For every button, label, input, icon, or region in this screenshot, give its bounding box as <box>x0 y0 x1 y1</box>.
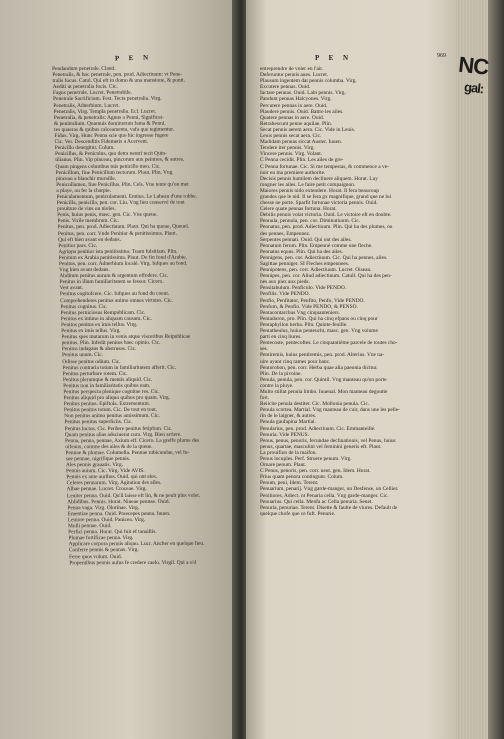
text-line: rongner les ailes. Le faire petit compaignon. <box>260 181 356 188</box>
text-line: pinceau a blanchir muraille. <box>55 175 117 182</box>
text-line: Penitus penitus. Epiftola. Extrementum. <box>63 401 151 408</box>
text-line: Fidus. Virg. Hunc Penna scie quo hic ingresse fugere <box>54 132 169 140</box>
text-line: Penna vaga. Virg. Olorinae. Virg. <box>67 504 140 511</box>
text-line: Plausum ingentem dat pennis columba. Virg. <box>260 78 357 85</box>
text-line: Maiores pennis nido extendere. Horat. Il fera beaucoup <box>260 187 379 194</box>
text-line: Pentatheulus, huius penteucht, masc. gen. Vng volume <box>260 328 378 335</box>
text-line: Penitus in illum familiaritatem se fessor. Cicero. <box>59 279 164 286</box>
text-line: Penitus plerumque & mentis aliquid. Cic. <box>62 376 153 383</box>
text-line: Penitus, pen. corr. Vnde Penitior & penitissimus. Plaut. <box>57 230 177 237</box>
text-line: oifeaux, comme des ailes & de la queue. <box>65 443 153 450</box>
text-line: tralis focus. Catul. Qui eft in domo & una mansione, & ponit. <box>52 77 186 85</box>
text-line: Perfici penna. Horat. Qui fuit ef tanaillis. <box>68 529 157 536</box>
text-line: sue pennae, nigrifique pennis. <box>65 455 131 463</box>
text-line: prouiture de vins ou nioles. <box>56 206 116 213</box>
text-line: Pentiremis, huius pentiremis, pen. prod. Alterius. Vne na- <box>260 352 385 359</box>
text-line: Penfum, & Penfio. Vide PENDO, & PENSO. <box>260 303 358 310</box>
text-line: Penula gaufapina Martial. <box>260 419 316 426</box>
text-line: Penitus, pen. corr. Adnerbium localé. Virg. Iufques au fond. <box>58 260 188 268</box>
text-line: Pennula, pennula, pen. cor. Diminutiuum. Cic. <box>260 218 361 225</box>
text-line: nes aux piez aux pieds. <box>260 279 310 286</box>
text-line: Iactare pennas. Ouid. Labi pennis. Virg. <box>260 90 346 97</box>
text-line: Fagus penetrale. Lucret. Penetrabile. <box>52 90 133 97</box>
text-line: Penetralis, & hoc penetrale, pen. prod. Adiectiuum: vt Pene- <box>52 71 183 79</box>
text-line: Penitus luctus. Cic. Perdere penitus fetipfum. Cic. <box>64 425 173 432</box>
text-line: Pentecoste, pentecoftes. Le cinquantiéme parcele de toutes cho- <box>260 340 398 347</box>
text-line: Penicullamen, fiue Penicillus. Plin. Cels. Vne tente qu'on met <box>56 181 189 188</box>
text-line: Penitus perturbare rotem. Cic. <box>62 370 128 377</box>
text-line: Ementiae penna. Ouid. Praecepes penna. Iuuen. <box>67 510 171 518</box>
text-line: tes quaeras & quibus calceamenta, vafa que tegimentur. <box>54 126 175 133</box>
text-line: Penitus perniciosus Rempublicam. Cic. <box>60 309 146 316</box>
text-line: Ferre quos volunt. Ouid. <box>69 553 123 560</box>
text-line: Penetrale Sacrificium. Fest. Tecta penetralia. Virg. <box>53 96 162 103</box>
text-line: des pennes, Empennez. <box>260 230 311 237</box>
left-running-head: P E N <box>114 53 153 63</box>
text-line: Pennatus, pen. prod. Adiectiuum. Plin. Qui ha des plumes, ou <box>260 224 393 231</box>
text-line: Penula, penula, pen. cor. Quintil. Vng manteau qu'on porte <box>260 376 387 383</box>
text-line: Penitus ex intimo in aliquam causam. Cic. <box>60 315 152 322</box>
tab-label-line1: NC <box>457 51 490 80</box>
text-line: Comprehenderes penitus animo omnes virtutes. Cic. <box>60 297 173 304</box>
text-line: Penitus indagans & abstrusas. Cic. <box>61 346 137 353</box>
text-line: grandes que le nid. Il se fera gx magnifique, grand que ne lui <box>260 193 392 200</box>
text-line: Pentorobon, pen. corr. Herba quae alia paeonia dicitur. <box>260 364 378 371</box>
text-line: Penitus penitus ex imis tellus. Virg. <box>60 321 138 329</box>
text-line: Plaudere pennis. Ouid. Battre les ailes. <box>260 108 344 115</box>
text-line: Penum, peni, Idem. Terent. <box>260 480 319 487</box>
text-line: C Penus, penoris, pen. corr. neut. gen. Idem. Horat. <box>260 468 371 475</box>
text-line: Pentaphyllon herba. Plin. Quinte-feuille. <box>260 321 348 328</box>
text-line: quelque chofe que ce fuft. Penurie. <box>260 510 336 517</box>
text-line: Quam penitus alias adsciuerat cura. Virg. Bien arriere. <box>64 431 182 438</box>
text-line: rin de le laigner, & autres. <box>260 413 317 420</box>
book-cover-edge <box>488 0 504 739</box>
text-line: Penetralis, Virg. Templa penetralia. Ecl. Lucret. <box>53 108 157 115</box>
text-line: Cic. Ver. Descenditis Fidemetis a Acervent. <box>54 138 149 146</box>
text-line: Penitum ex Arabia penitissima. Plaut. De fin fond d'Arabie. <box>58 254 188 262</box>
text-line: Quatere pennas in aere. Ouid. <box>260 114 325 121</box>
text-line: fort. <box>260 395 270 402</box>
text-line: Applicare corpora pennis aliquo. Lucr. Ancher en quelque lieu. <box>68 541 205 548</box>
text-line: Agrippa penitior ista penitissimo. Tuam fulsitiam. Plin. <box>58 248 178 255</box>
text-line: Penis. Virile membrum. Cic. <box>57 218 120 225</box>
text-line: Madidam pennas siccat Auster. Iuuen. <box>260 139 343 146</box>
text-line: La prouifion de la maifon. <box>260 449 317 456</box>
text-line: Retrahescunt penne aquilae. Plin. <box>260 120 333 127</box>
text-line: Pentadoron, pro. Plin. Qui ha cinq efpans ou cinq pour <box>260 315 378 322</box>
text-line: Debilis pennis volat victoria. Ouid. Le victoire eft en doubte. <box>260 212 392 219</box>
text-line: Pennatus equus. Plin. Qui ha des ailes. <box>260 248 344 255</box>
text-line: Ablidibus. Pennis. Horat. Niueae pennae. Ouid. <box>67 498 170 505</box>
text-line: Penitus perspecta plenique cognitae res. Cic. <box>63 388 160 396</box>
text-line: Decisis pennis humilem declinere aliquem. Horat. Luy <box>260 175 378 182</box>
text-line: Percutere pennas in aere. Ouid. <box>260 102 328 109</box>
right-running-head: P E N <box>315 54 353 62</box>
text-line: Leuis pennis secat aera. Cic. <box>260 133 322 140</box>
text-line: penus, quartae, masculini vel feminini generis eft. Plaut. <box>260 443 382 450</box>
text-line: noir en ma premiere authorite. <box>260 169 326 176</box>
text-line: Pennigens, pen. cor. Adiectiuum. Cic. Qui ha pennes, ailes. <box>260 254 388 261</box>
text-line: Penuria. Vide PENUS. <box>260 431 309 438</box>
text-line: Penuarius. Qui cella. Menfa ac Cella penuria. Senet. <box>260 498 373 505</box>
text-line: Ales pennis grauatis. Virg. <box>65 462 124 469</box>
text-line: Pennis ex ante auribus. Ouid. qui ont eles. <box>66 474 158 481</box>
text-line: Secat pennis aerem aera. Cic. Vide in Leuis. <box>260 126 356 133</box>
text-line: Penitus contraria totum in familiaritatem afferit. Cic. <box>62 364 177 371</box>
text-line: Penus, penus, penoris, fecundae declinationis, vel Penus, huius <box>260 437 396 444</box>
text-line: Peniculamentum, peniculamenti. Ennius. Le Labeau d'une robbe. <box>56 193 198 201</box>
text-line: entreprendre de voler en l'air. <box>260 66 324 72</box>
text-line: Penitus penitus totum. Cic. De tout en tout. <box>63 407 158 414</box>
text-line: Penuarium, penarij. Vng garde-manger, un Desfense, un Cellier. <box>260 486 399 493</box>
text-line: contre la pluye. <box>260 382 294 389</box>
text-line: Serpentes pennati. Ouid. Qui ont des ailes. <box>260 236 352 243</box>
text-line: Pendandum penetrale. Claud. <box>52 65 116 73</box>
text-line: Pandunt pennas Halcyones. Virg. <box>260 96 332 103</box>
text-line: Pennipotens, pen. corr. Adiectiuum. Lucret. Oiseau. <box>260 267 372 274</box>
text-line: Tendere iter pennis. Virg. <box>260 145 315 152</box>
text-line: Sagittae penniger. SI Fleches empennees. <box>260 261 350 267</box>
text-line: Penularius, pen. prod. Adiectiuum. Cic. Emmanteillé. <box>260 425 376 432</box>
text-line: Abditum penitus aurum & argentum effodere. Cic. <box>59 272 169 280</box>
left-text-column <box>52 65 255 734</box>
text-line: Penitior pars. Cic. <box>58 242 98 249</box>
text-line: Vincere pennis. Virg. Volant. <box>260 151 323 158</box>
text-line: Aediti ut penetralia focis. Cic. <box>52 84 118 91</box>
text-line: Pensitabulum. Penficulo. Vide PENDO. <box>260 285 347 292</box>
text-line: Penna, penna, pennae, Axium eff. Cicero. La greffe plume des <box>64 437 200 444</box>
text-line: Penitus unum. Cic. <box>61 352 104 359</box>
text-line: Plin. De la pivoine. <box>260 370 302 377</box>
tab-label-line2: gal: <box>463 79 485 97</box>
text-line: Penula scortea. Martial. Vng manteau de cuir, dans une les pelle- <box>260 407 400 414</box>
text-line: chesse ne porte. Sparfit fortunae victoria pennis. Ouid. <box>260 200 378 207</box>
text-line: Celeres pennarum. Virg. Agitation des ailes. <box>66 480 162 487</box>
text-line: Reiicite penula destiter. Cic. Mollonia penula. Cic. <box>260 401 370 408</box>
text-line: Penfio, Penfitator, Penfito, Penfo, Vide PENDO. <box>260 297 365 304</box>
text-line: Penfilis. Vide PENDO. <box>260 291 310 298</box>
text-line: Prius quam penora contingunt. Colum. <box>260 474 344 481</box>
text-line: Penitus, pen. prod. Adiectiuum. Plaut. Qui ha queue, Queuel. <box>57 224 190 231</box>
text-line: Molli pennae. Ouid. <box>67 523 112 530</box>
text-line: Penus locuples. Perf. Struere penum. Virg. <box>260 456 352 462</box>
text-line: Vert avant. <box>59 285 84 292</box>
text-line: Qui eft bien avant en dedans. <box>57 236 122 243</box>
text-line: Excutere pennas. Ouid. <box>260 84 311 91</box>
text-line: Penis, huius penis, masc. gen. Cic. Vne queue. <box>57 211 158 219</box>
text-line: ses. <box>260 346 268 353</box>
text-line: Penitus cogitofcere. Cic. Iufques au fond du coeur. <box>59 291 170 298</box>
text-line: Penicillo detergitur. Colum. <box>54 145 115 152</box>
text-line: parti en cinq liures. <box>260 334 302 341</box>
text-line: Celere quate pennas fortuna. Horat. <box>260 206 337 213</box>
text-line: Conferre pennis & pennas. Virg. <box>68 547 139 554</box>
text-line: Pennis auium. Cic. Virg. Vide AVIS. <box>66 468 145 475</box>
text-line: & penitralium. Quamuis dominorum fama & Penni. <box>53 120 166 127</box>
text-line: Pentacontarchus Vng cinquanteniers. <box>260 309 340 316</box>
page-number: 969 <box>437 53 446 59</box>
text-line: Penitus spes mutarum in venis atque visceribus Reipublicae <box>61 333 191 341</box>
text-line: Pennipes, pen. cor. Aliud adiectiuum. Catull. Qui ha des pen- <box>260 273 392 280</box>
text-line: Pennatum ferum. Plin. Empenné comme une fleche. <box>260 242 373 249</box>
text-line: Vng bien avant dedans. <box>59 267 110 274</box>
text-line: Plumae fortificae penna. Virg. <box>68 535 134 542</box>
text-line: a playe, ou fer la charpie. <box>56 187 112 194</box>
text-line: penitus. Plin. Infedit penitus haec opinio. Cic. <box>61 340 161 347</box>
text-line: Penitiores, Adiect. nt Penaria cella. Vng garde-manger. Cic. <box>260 492 389 499</box>
text-line: uire ayant cinq rames pour banc. <box>260 358 331 365</box>
text-line: Penetralis, Adnerbium. Lucret. <box>53 102 120 109</box>
text-line: C Penna cecidit. Plin. Les ailes de gre- <box>260 157 344 164</box>
text-line: Non penitus animo penitus amissimum. Cic. <box>64 413 160 420</box>
text-line: Penuria, penuriae. Terent. Disette & faulte de viures. Default de <box>260 504 398 511</box>
text-line: Penitus non in familiaritatis quibus eam. <box>63 382 151 390</box>
text-line: C Penna fortunae. Cic. Si me tempestas, & commence a ve- <box>260 163 389 170</box>
text-line: tilianus. Plin. Vip pinceau, pincorum aux peintres, & autres. <box>55 157 185 164</box>
right-text-column <box>260 66 456 734</box>
text-line: Albae pennae. Lucret. Croceae. Virg. <box>66 486 147 493</box>
fore-edge-tab-label <box>455 51 504 107</box>
text-line: Penetralia, & penetralis: Agnus a Penni, Significat- <box>53 114 165 121</box>
text-line: Odisse penitus odium. Cic. <box>62 358 121 365</box>
text-line: Penicillum, fiue Penicillum tectorum. Plaut. Plin. Vng <box>55 169 173 176</box>
text-line: Leuiore penna. Ouid. Panicea. Virg. <box>67 516 146 524</box>
text-line: Penicilla, penicilla, pen. cor. Liu. Vng lieu conservé de tout <box>56 199 185 207</box>
text-line: Penitus aliquid pro aliquo quibus pro quam. Virg. <box>63 394 171 402</box>
text-line: Penitus cognitus. Cic. <box>60 303 108 310</box>
text-line: Quam pingens columbus tuis penicillo meo. Cic. <box>55 163 161 170</box>
text-line: Leuiter penna. Ouid. Qu'il laisse eft lin, & ne peult plus voler. <box>66 492 201 499</box>
text-line: Ornare penum. Plaut. <box>260 462 307 469</box>
text-line: Multo stillat penula limbo. Iuuenal. Mon manteau degoutte <box>260 388 388 395</box>
text-line: Penitus ex imis tellus. Virg. <box>61 327 121 335</box>
text-line: Pennae & plumae. Columella. Pennae rubicundae, vel fu- <box>65 449 190 457</box>
text-line: Propentibus pennis aufus fe credere caelo. Virgil. Qui a o'd <box>69 559 197 566</box>
text-line: Penitus penitus superficiis. Cic. <box>64 419 133 426</box>
text-line: Penicillus, & Peniculus, quo detra neutri tecit Quin- <box>54 150 167 158</box>
text-line: Deferuntur pennis aues. Lucret. <box>260 72 329 79</box>
